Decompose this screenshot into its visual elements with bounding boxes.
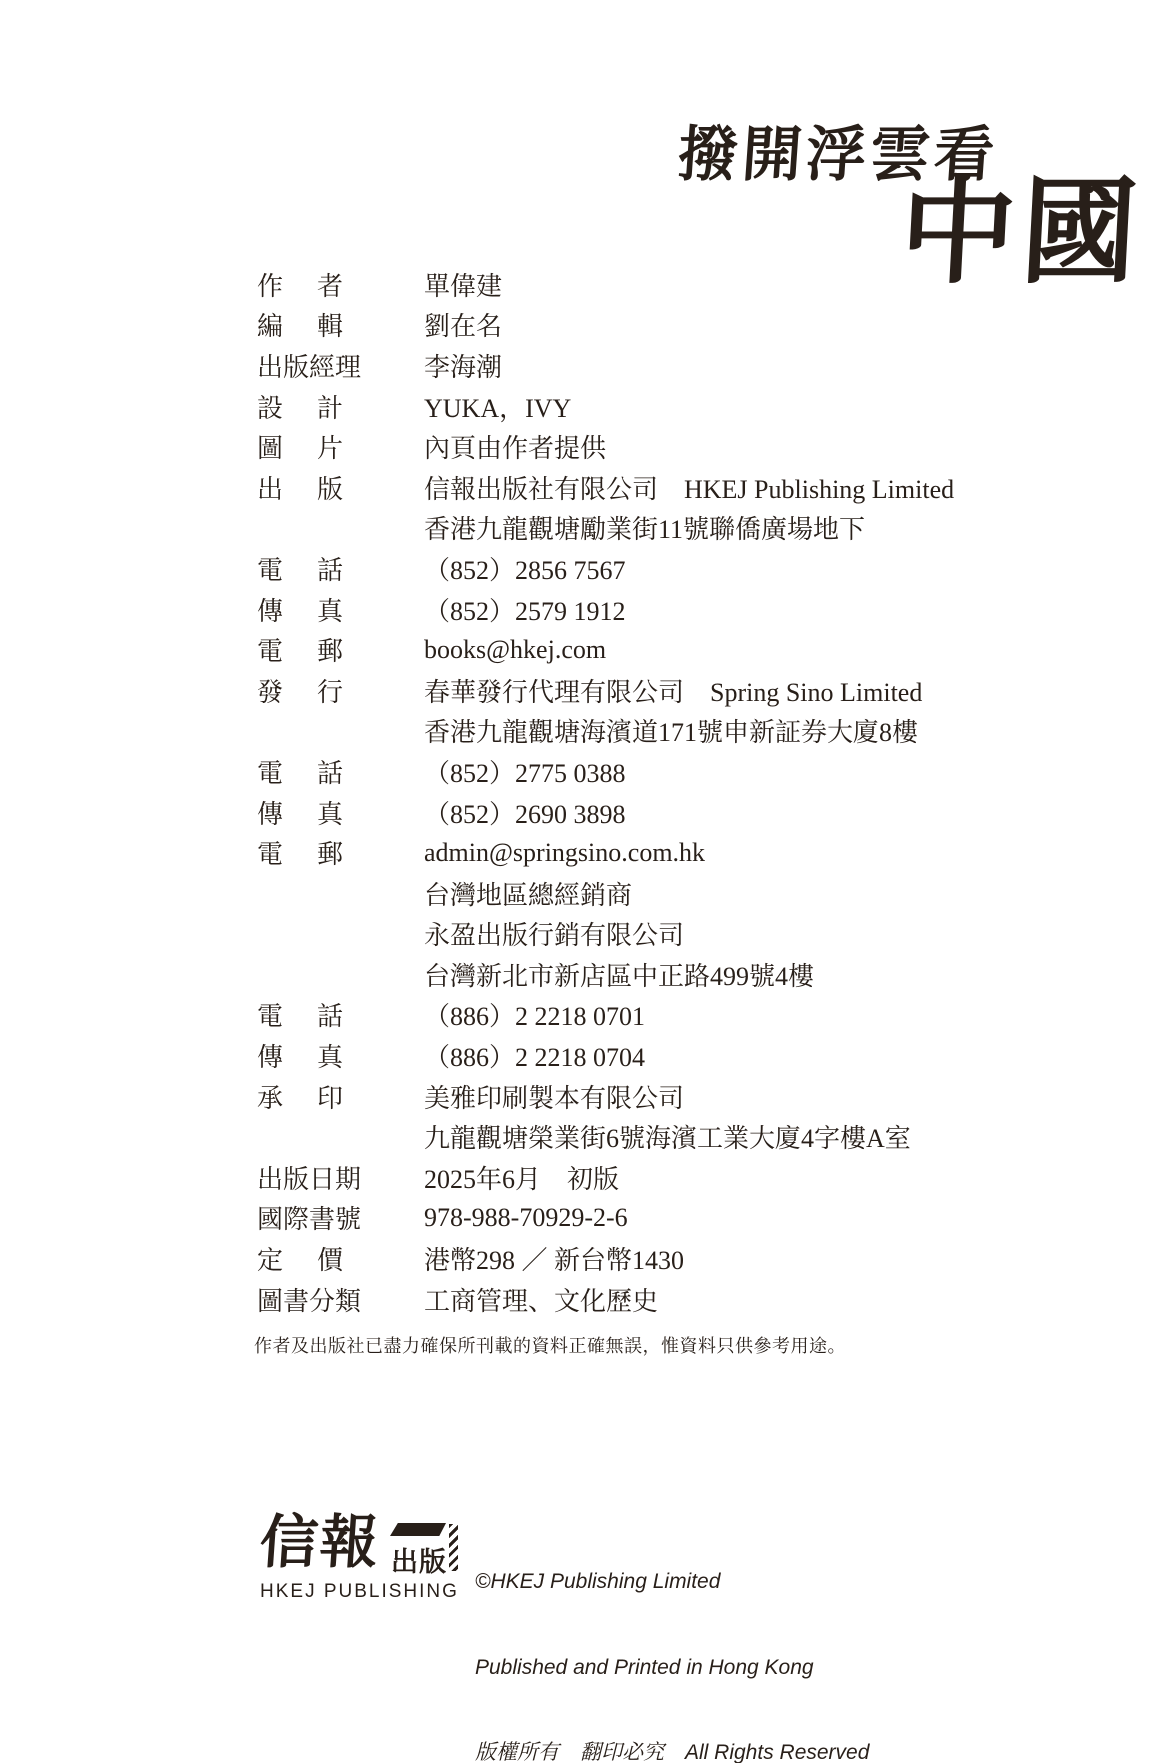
info-row-value: 香港九龍觀塘勵業街11號聯僑廣場地下 — [424, 515, 866, 545]
info-row-value: （852）2690 3898 — [424, 799, 626, 829]
info-row-value: 美雅印刷製本有限公司 — [424, 1083, 685, 1113]
info-row-label: 出 版 — [257, 474, 343, 504]
info-row-value: （852）2775 0388 — [424, 758, 626, 788]
info-row-value: 台灣新北市新店區中正路499號4樓 — [424, 961, 815, 991]
info-row-value: YUKA，IVY — [424, 393, 572, 423]
info-row-label: 定 價 — [257, 1246, 343, 1276]
info-row — [257, 670, 954, 711]
info-row-label: 國 際 書 號 — [257, 1205, 362, 1235]
info-row-value: 香港九龍觀塘海濱道171號申新証券大廈8樓 — [424, 718, 919, 748]
book-title-line-2: 中國 — [896, 170, 1146, 298]
logo-brand-text: 信報 — [257, 1510, 383, 1575]
info-row — [257, 1279, 954, 1320]
info-row-value: books@hkej.com — [424, 634, 607, 664]
info-row — [257, 873, 954, 914]
info-row — [257, 792, 954, 833]
info-row-value: （886）2 2218 0701 — [424, 1002, 646, 1032]
copyright-line-3: 版權所有 翻印必究 All Rights Reserved — [475, 1741, 870, 1763]
info-row-label: 出 版 經 理 — [257, 352, 362, 382]
logo-book-cover-shape — [390, 1523, 446, 1536]
info-row — [257, 386, 954, 427]
info-row-value: 春華發行代理有限公司 Spring Sino Limited — [424, 677, 923, 707]
info-row-value: 李海潮 — [424, 352, 503, 382]
info-row-label: 設 計 — [257, 393, 343, 423]
info-row-value: 2025年6月 初版 — [424, 1164, 620, 1194]
info-row-value: admin@springsino.com.hk — [424, 837, 706, 867]
info-row-label: 傳 真 — [257, 1043, 343, 1073]
book-title-line-1: 撥開浮雲看 — [675, 122, 1001, 188]
info-row — [257, 305, 954, 346]
info-row — [257, 1157, 954, 1198]
info-row-value: 978-988-70929-2-6 — [424, 1202, 628, 1232]
info-row — [257, 508, 954, 549]
info-row-label: 電 話 — [257, 1002, 343, 1032]
info-row-label: 電 話 — [257, 758, 343, 788]
info-row — [257, 711, 954, 752]
copyright-line-2: Published and Printed in Hong Kong — [475, 1655, 814, 1679]
info-row — [257, 954, 954, 995]
info-row-label: 傳 真 — [257, 799, 343, 829]
info-row-value: （886）2 2218 0704 — [424, 1043, 646, 1073]
info-row-value: 劉在名 — [424, 312, 503, 342]
info-row — [257, 1076, 954, 1117]
info-row-label: 電 話 — [257, 555, 343, 585]
info-row-label: 編 輯 — [257, 312, 343, 342]
logo-row — [257, 1506, 448, 1577]
logo-subtitle: HKEJ PUBLISHING — [260, 1581, 459, 1602]
info-row — [257, 345, 954, 386]
info-row — [257, 995, 954, 1036]
info-row — [257, 751, 954, 792]
info-row — [257, 1035, 954, 1076]
publication-info-list — [257, 264, 954, 1319]
info-row-value: 台灣地區總經銷商 — [424, 880, 633, 910]
info-row-label: 圖 片 — [257, 434, 343, 464]
info-row — [257, 426, 954, 467]
copyright-line-1: ©HKEJ Publishing Limited — [475, 1570, 721, 1593]
info-row-label: 出 版 日 期 — [257, 1164, 362, 1194]
info-row — [257, 1116, 954, 1157]
logo-pages-stripes-icon — [449, 1524, 458, 1571]
info-row-label: 傳 真 — [257, 596, 343, 626]
info-row-value: （852）2579 1912 — [424, 596, 626, 626]
info-row — [257, 629, 954, 670]
info-row-label: 發 行 — [257, 677, 343, 707]
logo-box-text: 出版 — [391, 1547, 448, 1577]
info-row-label: 電 郵 — [257, 840, 343, 870]
info-row — [257, 548, 954, 589]
info-row-label: 圖 書 分 類 — [257, 1286, 362, 1316]
info-row — [257, 1238, 954, 1279]
logo-book-icon — [390, 1523, 448, 1577]
info-row — [257, 467, 954, 508]
info-row — [257, 264, 954, 305]
info-row-value: 工商管理、文化歷史 — [424, 1286, 659, 1316]
info-row-value: 內頁由作者提供 — [424, 434, 607, 464]
info-row — [257, 832, 954, 873]
info-row-label: 作 者 — [257, 271, 343, 301]
info-row-value: 永盈出版行銷有限公司 — [424, 921, 685, 951]
info-row-label: 電 郵 — [257, 637, 343, 667]
info-row-value: 港幣298 ／ 新台幣1430 — [424, 1246, 685, 1276]
info-row-value: 單偉建 — [424, 271, 503, 301]
copyright-block — [475, 1511, 869, 1763]
info-row-label: 承 印 — [257, 1083, 343, 1113]
info-row-value: 九龍觀塘榮業街6號海濱工業大廈4字樓A室 — [424, 1124, 911, 1154]
info-row-value: （852）2856 7567 — [424, 555, 626, 585]
disclaimer-text: 作者及出版社已盡力確保所刊載的資料正確無誤，惟資料只供參考用途。 — [254, 1336, 846, 1356]
info-row — [257, 1198, 954, 1239]
hkej-publishing-logo — [257, 1506, 459, 1603]
info-row — [257, 914, 954, 955]
info-row-value: 信報出版社有限公司 HKEJ Publishing Limited — [424, 474, 955, 504]
info-row — [257, 589, 954, 630]
